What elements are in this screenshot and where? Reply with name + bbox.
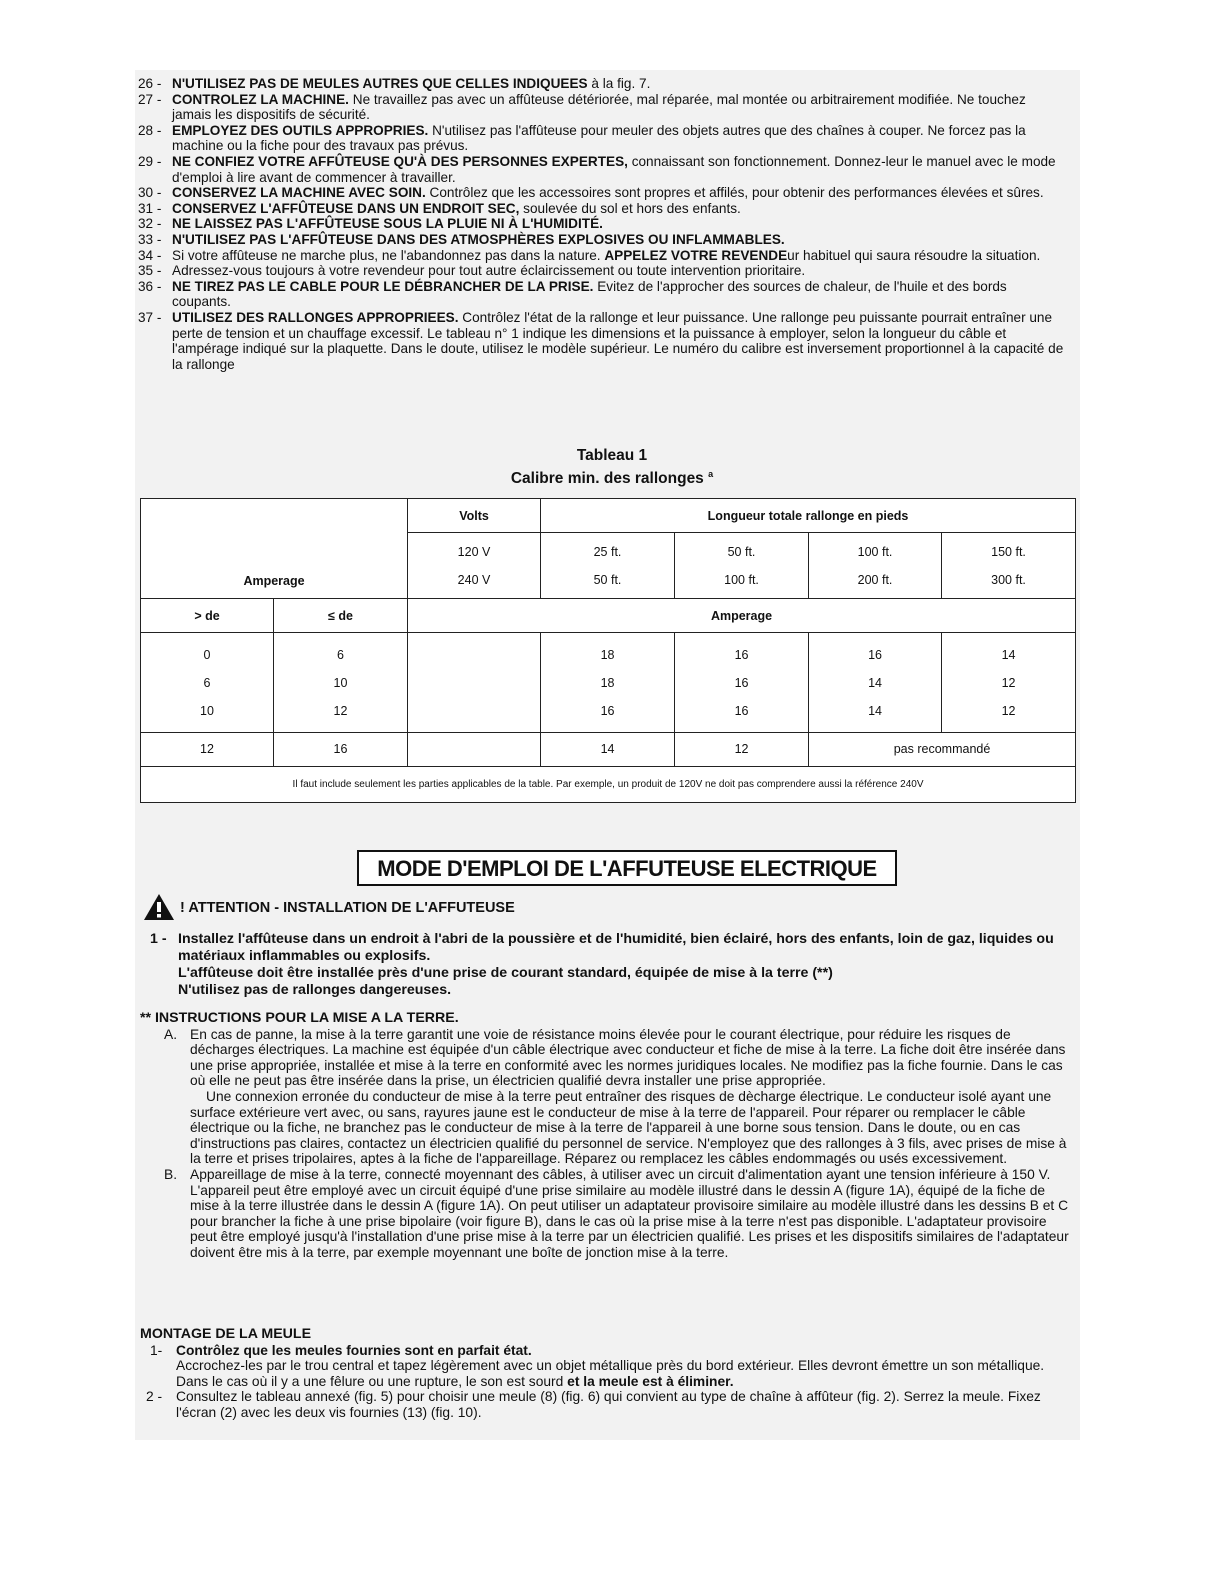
- volts-header: Volts: [408, 499, 541, 533]
- rule-bold-text: NE TIREZ PAS LE CABLE POUR LE DÉBRANCHER DE LA PRISE.: [172, 278, 594, 294]
- c1-2: 16: [600, 703, 615, 718]
- rule-item: [138, 232, 1068, 248]
- grounding-instructions: [140, 1011, 1070, 1261]
- rule-item: [138, 185, 1068, 201]
- len-240-2: 100 ft.: [724, 572, 759, 587]
- item-b-paragraph: Appareillage de mise à la terre, connecté moyennant des câbles, à utiliser avec un circuit d'alimentation ayant une tension inférieure à 150 V. L'appareil peut être employé avec un circuit équipé d'une prise similaire au modèle illustré dans le dessin A (figure 1A), équipé de la fiche de mise à la terre illustrée dans le dessin A (figure 1A). On peut utiliser un adaptateur provisoire similaire au modèle illustré dans les dessins B et C pour brancher la fiche à une prise bipolaire (voir figure B), dans le cas où la prise mise à la terre n'est pas disponible. L'adaptateur provisoire peut être employé jusqu'à l'installation d'une prise mise à la terre par un électricien qualifié. Les prises et les dispositifs similaires de l'adaptateur doivent être mis à la terre, par exemple moyennant une boîte de jonction mise à la terre.: [190, 1166, 1069, 1260]
- install-line-1: Installez l'affûteuse dans un endroit à l'abri de la poussière et de l'humidité, bien éclairé, hors des enfants, loin de gaz, liquides ou matériaux inflammables ou explosifs.: [178, 931, 1054, 964]
- table-subtitle: [0, 469, 1224, 488]
- rule-number: 29 -: [138, 153, 162, 169]
- install-item-1-body: [140, 931, 1070, 999]
- le-0: 6: [337, 647, 344, 662]
- rule-item: [138, 248, 1068, 264]
- mounting-title: MONTAGE DE LA MEULE: [140, 1326, 312, 1342]
- mounting-item-2: [140, 1389, 1070, 1420]
- install-item-1-number: 1 -: [150, 931, 167, 947]
- install-item-1: [140, 931, 1070, 999]
- c1-1: 18: [600, 675, 615, 690]
- rule-text: Evitez de l'approcher des sources de chaleur, de l'huile et des bords coupants.: [172, 278, 1007, 310]
- table-subtitle-footnote: a: [708, 469, 714, 479]
- length-col-3: [809, 533, 942, 599]
- extension-cord-table: [140, 498, 1076, 803]
- install-line-2: L'affûteuse doit être installée près d'une prise de courant standard, équipée de mise à la terre (**): [178, 965, 833, 981]
- length-col-1: [541, 533, 675, 599]
- rule-text: Contrôlez que les accessoires sont propres et affilés, pour obtenir des performances élevées et sûres.: [425, 185, 1044, 201]
- rule-item: [138, 216, 1068, 232]
- rule-text: Contrôlez l'état de la rallonge et leur puissance. Une rallonge peu puissante pourrait entraîner une perte de tension et un chauffage excessif. Le tableau n° 1 indique les dimensions et la puissance à employer, selon la longueur du câble et l'ampérage indiqué sur la plaquette. Dans le doute, utilisez le modèle supérieur. Le numéro du calibre est inversement proportionnel à la capacité de la rallonge: [172, 309, 1064, 372]
- len-240-3: 200 ft.: [857, 572, 893, 587]
- table-note: Il faut include seulement les parties applicables de la table. Par exemple, un produit de 120V ne doit pas comprendere aussi la référence 240V: [141, 766, 1076, 802]
- item-a-label: A.: [164, 1026, 178, 1042]
- item-a-paragraph-2: Une connexion erronée du conducteur de mise à la terre peut entraîner des risques de dècharge électrique. Le conducteur isolé ayant une surface extérieure vert avec, ou sans, rayures jaune est le conducteur de mise à la terre de l'appareil. Pour réparer ou remplacer le câble électrique ou la fiche, ne branchez pas le conducteur de mise à la terre de l'appareil à une borne sous tension. Dans le doute, ou en cas d'instructions pas claires, contactez un électricien qualifié du personnel de service. N'employez que des rallonges à 3 fils, avec prises de mise à la terre et prises tripolaires, aptes à la fiche de l'appareillage. Réparez ou remplacez les câbles endommagés ou usés excessivement.: [190, 1088, 1067, 1167]
- greater-than-header: > de: [141, 599, 274, 633]
- rule-item: [138, 92, 1068, 123]
- len-120-3: 100 ft.: [857, 544, 893, 559]
- c2-2: 16: [734, 703, 749, 718]
- c3-0: 16: [868, 647, 882, 662]
- rule-number: 26 -: [138, 76, 162, 91]
- rule-bold-text: EMPLOYEZ DES OUTILS APPROPRIES.: [172, 122, 429, 138]
- mounting-item-1-warning: et la meule est à éliminer.: [567, 1373, 734, 1389]
- rule-item: [138, 310, 1068, 372]
- safety-rules-list: [138, 76, 1068, 372]
- mounting-item-1-text-wrap: [176, 1358, 1070, 1389]
- le-1: 10: [333, 675, 348, 690]
- rule-number: 35 -: [138, 263, 162, 279]
- rule-number: 30 -: [138, 185, 162, 201]
- len-240-1: 50 ft.: [593, 572, 622, 587]
- rule-bold-text: CONSERVEZ L'AFFÛTEUSE DANS UN ENDROIT SEC,: [172, 200, 520, 216]
- le-values: [274, 633, 408, 732]
- len-120-4: 150 ft.: [991, 544, 1026, 559]
- rule-bold-text: APPELEZ VOTRE REVENDE: [604, 247, 788, 263]
- rule-item: [138, 201, 1068, 217]
- rule-item: [138, 76, 1068, 92]
- install-line-3: N'utilisez pas de rallonges dangereuses.: [178, 982, 452, 998]
- rule-text: Adressez-vous toujours à votre revendeur pour tout autre éclaircissement ou toute intervention prioritaire.: [172, 263, 806, 279]
- grounding-item-b: [140, 1167, 1070, 1261]
- mounting-item-2-text: Consultez le tableau annexé (fig. 5) pour choisir une meule (8) (fig. 6) qui convient au type de chaîne à affûteur (fig. 2). Serrez la meule. Fixez l'écran (2) avec les deux vis fournies (13) (fig. 10).: [176, 1389, 1041, 1420]
- rule-text: Ne travaillez pas avec un affûteuse détériorée, mal réparée, mal montée ou arbitrairement modifiée. Ne touchez jamais les dispositifs de sécurité.: [172, 91, 1026, 123]
- rule-text: connaissant son fonctionnement. Donnez-leur le manuel avec le mode d'emploi à lire avant de commencer à travailler.: [172, 153, 1056, 185]
- last-gt: 12: [141, 732, 274, 766]
- rule-bold-text: N'UTILISEZ PAS L'AFFÛTEUSE DANS DES ATMOSPHÈRES EXPLOSIVES OU INFLAMMABLES.: [172, 231, 785, 247]
- rule-number: 37 -: [138, 309, 162, 325]
- rule-bold-text: NE CONFIEZ VOTRE AFFÛTEUSE QU'À DES PERSONNES EXPERTES,: [172, 153, 628, 169]
- rule-bold-text: N'UTILISEZ PAS DE MEULES AUTRES QUE CELLES INDIQUEES: [172, 76, 588, 91]
- grounding-title: ** INSTRUCTIONS POUR LA MISE A LA TERRE.: [140, 1010, 459, 1026]
- blank-cell: [408, 633, 541, 732]
- last-blank: [408, 732, 541, 766]
- rule-text: N'utilisez pas l'affûteuse pour meuler des objets autres que des chaînes à couper. Ne forcez pas la machine ou la fiche pour des travaux pas prévus.: [172, 122, 1026, 154]
- gauge-col-4: [942, 633, 1076, 732]
- c4-2: 12: [1001, 703, 1016, 718]
- less-equal-header: ≤ de: [274, 599, 408, 633]
- rule-number: 27 -: [138, 91, 162, 107]
- rule-text: Si votre affûteuse ne marche plus, ne l'abandonnez pas dans la nature.: [172, 247, 605, 263]
- gauge-col-1: [541, 633, 675, 732]
- c3-1: 14: [868, 675, 882, 690]
- table-subtitle-text: Calibre min. des rallonges: [510, 470, 704, 488]
- item-b-label: B.: [164, 1166, 178, 1182]
- attention-heading: ! ATTENTION - INSTALLATION DE L'AFFUTEUSE: [180, 900, 515, 916]
- gt-0: 0: [203, 647, 211, 662]
- item-a-paragraph-1: En cas de panne, la mise à la terre garantit une voie de résistance moins élevée pour le courant électrique, pour réduire les risques de décharges électriques. La machine est équipée d'un câble électrique avec conducteur et fiche de mise à la terre. La fiche doit être insérée dans une prise appropriée, installée et mise à la terre en conformité avec les normes juridiques locales. Ne modifiez pas la fiche fournie. Dans le cas où elle ne peut pas être insérée dans la prise, un électricien qualifié devra installer une prise appropriée.: [190, 1026, 1066, 1089]
- c1-0: 18: [600, 647, 615, 662]
- voltage-cell: [408, 533, 541, 599]
- c4-0: 14: [1001, 647, 1016, 662]
- gauge-col-2: [675, 633, 809, 732]
- rule-number: 34 -: [138, 247, 162, 263]
- amperage-header-cell: [141, 499, 408, 599]
- rule-item: [138, 123, 1068, 154]
- rule-bold-text: CONTROLEZ LA MACHINE.: [172, 91, 349, 107]
- len-240-4: 300 ft.: [991, 572, 1026, 587]
- amperage-label: Amperage: [243, 574, 305, 589]
- len-120-2: 50 ft.: [727, 544, 756, 559]
- c2-1: 16: [734, 675, 749, 690]
- le-2: 12: [333, 703, 348, 718]
- rule-text: soulevée du sol et hors des enfants.: [519, 200, 741, 216]
- voltage-120: 120 V: [457, 544, 491, 559]
- mounting-item-1: [140, 1343, 1070, 1390]
- last-c2: 12: [675, 732, 809, 766]
- table-title: Tableau 1: [576, 447, 648, 464]
- rule-number: 32 -: [138, 216, 162, 232]
- gt-1: 6: [203, 675, 211, 690]
- rule-item: [138, 263, 1068, 279]
- length-col-4: [942, 533, 1076, 599]
- c3-2: 14: [868, 703, 882, 718]
- rule-number: 36 -: [138, 278, 162, 294]
- mounting-item-1-heading: Contrôlez que les meules fournies sont en parfait état.: [176, 1342, 532, 1358]
- gt-values: [141, 633, 274, 732]
- len-120-1: 25 ft.: [593, 544, 622, 559]
- rule-bold-text: UTILISEZ DES RALLONGES APPROPRIEES.: [172, 309, 459, 325]
- c2-0: 16: [734, 647, 749, 662]
- mounting-item-2-number: 2 -: [146, 1389, 163, 1405]
- rule-number: 31 -: [138, 200, 162, 216]
- c4-1: 12: [1001, 675, 1016, 690]
- mounting-item-1-number: 1-: [150, 1342, 163, 1358]
- grounding-item-a: [140, 1027, 1070, 1167]
- gt-2: 10: [200, 703, 214, 718]
- wheel-mounting-section: [140, 1327, 1070, 1421]
- rule-number: 28 -: [138, 122, 162, 138]
- length-col-2: [675, 533, 809, 599]
- amperage-gauge-header: Amperage: [408, 599, 1076, 633]
- mounting-item-1-text: Accrochez-les par le trou central et tapez légèrement avec un objet métallique près du bord extérieur. Elles devront émettre un son métallique. Dans le cas où il y a une fêlure ou une rupture, le son est sourd: [176, 1358, 1045, 1389]
- rule-text: à la fig. 7.: [587, 76, 651, 91]
- warning-triangle-icon: [143, 893, 175, 921]
- section-title-box: MODE D'EMPLOI DE L'AFFUTEUSE ELECTRIQUE: [357, 850, 897, 886]
- length-header: Longueur totale rallonge en pieds: [541, 499, 1076, 533]
- rule-text: ur habituel qui saura résoudre la situation.: [787, 247, 1041, 263]
- gauge-col-3: [809, 633, 942, 732]
- last-le: 16: [274, 732, 408, 766]
- rule-bold-text: CONSERVEZ LA MACHINE AVEC SOIN.: [172, 185, 426, 201]
- not-recommended: pas recommandé: [809, 732, 1076, 766]
- voltage-240: 240 V: [457, 572, 491, 587]
- rule-number: 33 -: [138, 231, 162, 247]
- last-c1: 14: [541, 732, 675, 766]
- rule-item: [138, 279, 1068, 310]
- rule-bold-text: NE LAISSEZ PAS L'AFFÛTEUSE SOUS LA PLUIE NI À L'HUMIDITÉ.: [172, 216, 603, 232]
- rule-item: [138, 154, 1068, 185]
